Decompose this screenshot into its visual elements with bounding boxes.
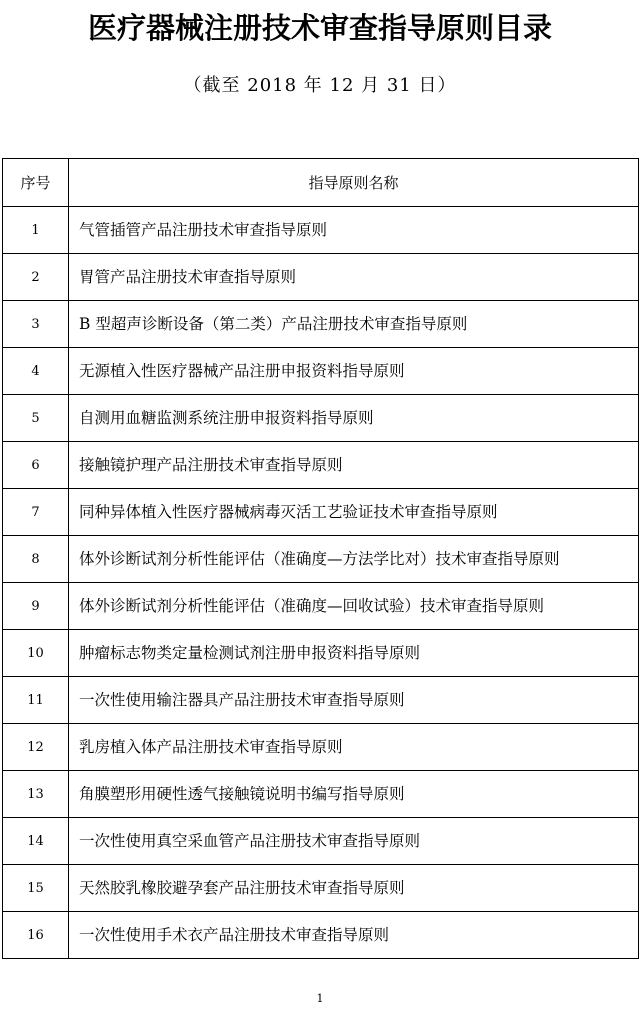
- table-row: [3, 912, 639, 959]
- row-number: 6: [3, 442, 69, 489]
- table-row: [3, 536, 639, 583]
- row-number: 4: [3, 348, 69, 395]
- guideline-table: [2, 158, 639, 959]
- row-name: 乳房植入体产品注册技术审查指导原则: [69, 724, 639, 771]
- header-name: 指导原则名称: [69, 159, 639, 207]
- row-name: 一次性使用输注器具产品注册技术审查指导原则: [69, 677, 639, 724]
- row-name: 一次性使用手术衣产品注册技术审查指导原则: [69, 912, 639, 959]
- row-number: 14: [3, 818, 69, 865]
- table-row: [3, 442, 639, 489]
- row-number: 5: [3, 395, 69, 442]
- row-name: 一次性使用真空采血管产品注册技术审查指导原则: [69, 818, 639, 865]
- row-number: 9: [3, 583, 69, 630]
- table-row: [3, 771, 639, 818]
- table-header-row: [3, 159, 639, 207]
- table-row: [3, 207, 639, 254]
- table-row: [3, 630, 639, 677]
- row-number: 8: [3, 536, 69, 583]
- table-row: [3, 301, 639, 348]
- row-number: 7: [3, 489, 69, 536]
- table-row: [3, 865, 639, 912]
- row-name: 无源植入性医疗器械产品注册申报资料指导原则: [69, 348, 639, 395]
- row-name: 气管插管产品注册技术审查指导原则: [69, 207, 639, 254]
- row-number: 11: [3, 677, 69, 724]
- table-row: [3, 818, 639, 865]
- row-number: 3: [3, 301, 69, 348]
- row-name: 体外诊断试剂分析性能评估（准确度—回收试验）技术审查指导原则: [69, 583, 639, 630]
- row-number: 1: [3, 207, 69, 254]
- page-number: 1: [316, 992, 324, 1005]
- row-name: 体外诊断试剂分析性能评估（准确度—方法学比对）技术审查指导原则: [69, 536, 639, 583]
- row-name: 接触镜护理产品注册技术审查指导原则: [69, 442, 639, 489]
- table-row: [3, 677, 639, 724]
- row-name: B 型超声诊断设备（第二类）产品注册技术审查指导原则: [69, 301, 639, 348]
- row-name: 自测用血糖监测系统注册申报资料指导原则: [69, 395, 639, 442]
- header-number: 序号: [3, 159, 69, 207]
- page-subtitle: （截至 2018 年 12 月 31 日）: [183, 75, 457, 96]
- row-number: 15: [3, 865, 69, 912]
- row-number: 2: [3, 254, 69, 301]
- table-row: [3, 489, 639, 536]
- row-name: 天然胶乳橡胶避孕套产品注册技术审查指导原则: [69, 865, 639, 912]
- row-number: 13: [3, 771, 69, 818]
- table-row: [3, 254, 639, 301]
- table-row: [3, 395, 639, 442]
- row-name: 同种异体植入性医疗器械病毒灭活工艺验证技术审查指导原则: [69, 489, 639, 536]
- table-row: [3, 348, 639, 395]
- row-number: 12: [3, 724, 69, 771]
- row-number: 10: [3, 630, 69, 677]
- row-number: 16: [3, 912, 69, 959]
- row-name: 肿瘤标志物类定量检测试剂注册申报资料指导原则: [69, 630, 639, 677]
- table-row: [3, 724, 639, 771]
- page-title: 医疗器械注册技术审查指导原则目录: [87, 11, 552, 45]
- table-row: [3, 583, 639, 630]
- row-name: 胃管产品注册技术审查指导原则: [69, 254, 639, 301]
- row-name: 角膜塑形用硬性透气接触镜说明书编写指导原则: [69, 771, 639, 818]
